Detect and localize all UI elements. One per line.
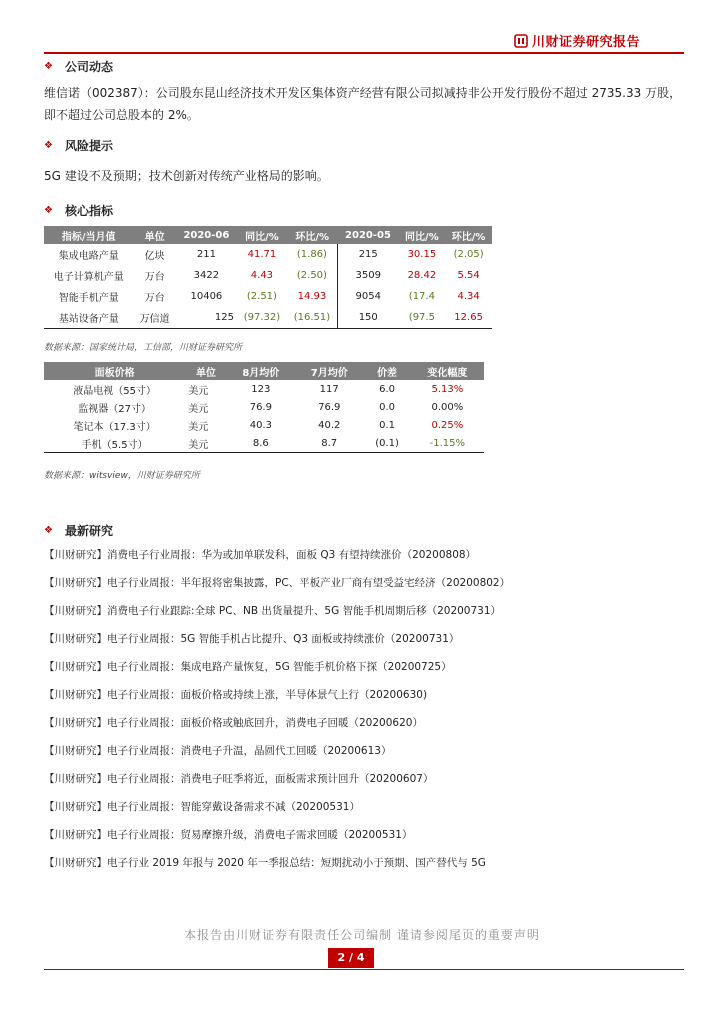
table-source-note: 数据来源：国家统计局，工信部，川财证券研究所 — [44, 343, 243, 353]
table-cell: 40.3 — [249, 419, 272, 431]
page-number: 2 / 4 — [328, 948, 374, 968]
table-cell: 8.7 — [295, 434, 363, 453]
research-link[interactable]: 【川财研究】电子行业周报：消费电子升温，晶圆代工回暖（20200613） — [44, 745, 392, 757]
table-cell: 9054 — [337, 286, 398, 307]
table-row — [44, 380, 484, 398]
report-header — [514, 30, 640, 50]
diamond-bullet-icon: ❖ — [44, 525, 53, 536]
table-cell: 8.6 — [227, 434, 295, 453]
table-cell: (0.1) — [363, 434, 410, 453]
table-row — [44, 286, 492, 307]
table-cell: (97.5 — [399, 307, 446, 329]
table-header-cell: 8月均价 — [227, 362, 295, 380]
section-title: 风险提示 — [64, 139, 113, 153]
table-cell: 美元 — [188, 385, 209, 397]
research-link[interactable]: 【川财研究】电子行业 2019 年报与 2020 年一季报总结：短期扰动小于预期、国产替代与 5G — [44, 857, 486, 869]
footer-divider — [44, 969, 684, 970]
table-header-cell: 指标/当月值 — [44, 226, 133, 244]
table-cell: 手机（5.5寸） — [44, 434, 185, 453]
table-cell: 3422 — [193, 270, 220, 281]
section-title: 公司动态 — [64, 60, 113, 74]
header-divider — [44, 52, 684, 54]
section-title: 核心指标 — [64, 204, 113, 218]
table-cell: 76.9 — [318, 401, 341, 413]
table-header-cell: 环比/% — [445, 226, 492, 244]
research-link[interactable]: 【川财研究】电子行业周报：面板价格或触底回升，消费电子回暖（20200620） — [44, 717, 423, 729]
table-cell: 0.0 — [379, 401, 396, 413]
section-latest-research — [44, 522, 113, 539]
table-header-cell: 2020-06 — [176, 226, 237, 244]
table-cell: 150 — [337, 307, 398, 329]
table-header-cell: 7月均价 — [295, 362, 363, 380]
table-cell: 30.15 — [407, 249, 437, 260]
table-cell: 监视器（27寸） — [78, 403, 151, 415]
table-cell: 美元 — [188, 403, 209, 415]
logo-icon — [514, 33, 528, 47]
research-link[interactable]: 【川财研究】消费电子行业跟踪:全球 PC、NB 出货量提升、5G 智能手机周期后移（20200731） — [44, 605, 502, 617]
table-cell: (1.86) — [296, 249, 327, 260]
table-row — [44, 416, 484, 434]
table-cell: 5.13% — [431, 383, 464, 395]
table-cell: (2.50) — [296, 270, 327, 281]
table-cell: 基站设备产量 — [44, 307, 133, 329]
table-header-cell: 2020-05 — [337, 226, 398, 244]
table-cell: 0.25% — [431, 419, 464, 431]
table-header-cell: 单位 — [185, 362, 226, 380]
table-cell: (17.4 — [408, 291, 435, 302]
table-header-cell: 面板价格 — [44, 362, 185, 380]
research-link[interactable]: 【川财研究】电子行业周报：智能穿戴设备需求不减（20200531） — [44, 801, 360, 813]
research-link[interactable]: 【川财研究】电子行业周报：消费电子旺季将近，面板需求预计回升（20200607） — [44, 773, 434, 785]
research-link[interactable]: 【川财研究】电子行业周报：面板价格或持续上涨，半导体景气上行（20200630) — [44, 689, 428, 701]
table-row — [44, 307, 492, 329]
table-row — [44, 265, 492, 286]
table-cell: 211 — [196, 249, 216, 260]
table-header-cell: 价差 — [363, 362, 410, 380]
table-cell: 215 — [337, 244, 398, 265]
table-cell: 万台 — [144, 272, 165, 283]
table-cell: 12.65 — [445, 307, 492, 329]
table-cell: 4.34 — [457, 291, 480, 302]
research-link[interactable]: 【川财研究】消费电子行业周报：华为或加单联发科，面板 Q3 有望持续涨价（20200808） — [44, 549, 477, 561]
table-cell: 笔记本（17.3寸） — [73, 421, 156, 433]
section-company-news — [44, 58, 113, 75]
table-cell: 10406 — [190, 291, 223, 302]
table-cell: 美元 — [188, 421, 209, 433]
table-row — [44, 398, 484, 416]
diamond-bullet-icon: ❖ — [44, 140, 53, 151]
company-news-body: 维信诺（002387）：公司股东昆山经济技术开发区集体资产经营有限公司拟减持非公开发行股份不超过 2735.33 万股，即不超过公司总股本的 2%。 — [44, 86, 682, 122]
table-header-cell: 同比/% — [399, 226, 446, 244]
table-cell: 40.2 — [318, 419, 341, 431]
table-cell: 万台 — [144, 293, 165, 304]
table-cell: 液晶电视（55寸） — [73, 385, 156, 397]
core-indicators-table — [44, 226, 492, 329]
table-cell: (97.32) — [237, 307, 287, 329]
table-cell: 3509 — [337, 265, 398, 286]
research-list — [44, 548, 514, 884]
table-header-cell: 环比/% — [287, 226, 338, 244]
research-link[interactable]: 【川财研究】电子行业周报：贸易摩擦升级，消费电子需求回暖（20200531） — [44, 829, 413, 841]
table-cell: (2.51) — [246, 291, 277, 302]
table-cell: 14.93 — [297, 291, 327, 302]
table-row — [44, 244, 492, 265]
section-title: 最新研究 — [64, 524, 113, 538]
table-cell: 28.42 — [407, 270, 437, 281]
table-cell: 76.9 — [249, 401, 272, 413]
research-link[interactable]: 【川财研究】电子行业周报：5G 智能手机占比提升、Q3 面板或持续涨价（20200731） — [44, 633, 460, 645]
footer-disclaimer: 本报告由川财证券有限责任公司编制 谨请参阅尾页的重要声明 — [184, 928, 540, 942]
table-cell: 集成电路产量 — [58, 251, 119, 262]
table-cell: 123 — [251, 383, 271, 395]
brand-title: 川财证券研究报告 — [532, 34, 641, 50]
table-cell: 亿块 — [144, 251, 165, 262]
research-link[interactable]: 【川财研究】电子行业周报：半年报将密集披露，PC、平板产业厂商有望受益宅经济（20200802） — [44, 577, 511, 589]
research-link[interactable]: 【川财研究】电子行业周报：集成电路产量恢复，5G 智能手机价格下探（20200725） — [44, 661, 452, 673]
table-cell: 0.1 — [379, 419, 396, 431]
section-core-indicators — [44, 202, 113, 219]
table-cell: 0.00% — [431, 401, 464, 413]
table-cell: 万信道 — [133, 307, 175, 329]
table-header-cell: 单位 — [133, 226, 175, 244]
table-cell: 4.43 — [250, 270, 274, 281]
table-header-cell: 同比/% — [237, 226, 287, 244]
table-cell: 智能手机产量 — [58, 293, 119, 304]
risk-body: 5G 建设不及预期；技术创新对传统产业格局的影响。 — [44, 169, 329, 183]
table-row — [44, 434, 484, 453]
table-cell: 125 — [176, 307, 237, 329]
section-risk — [44, 137, 113, 154]
table-source-note: 数据来源：witsview，川财证券研究所 — [44, 471, 200, 481]
table-cell: -1.15% — [411, 434, 484, 453]
table-cell: 电子计算机产量 — [53, 272, 124, 283]
table-cell: 5.54 — [457, 270, 480, 281]
table-cell: 美元 — [185, 434, 226, 453]
table-cell: (2.05) — [453, 249, 484, 260]
table-cell: 41.71 — [247, 249, 277, 260]
table-header-cell: 变化幅度 — [411, 362, 484, 380]
table-cell: 117 — [319, 383, 339, 395]
diamond-bullet-icon: ❖ — [44, 61, 53, 72]
diamond-bullet-icon: ❖ — [44, 205, 53, 216]
table-cell: (16.51) — [287, 307, 338, 329]
panel-price-table — [44, 362, 484, 453]
table-cell: 6.0 — [379, 383, 396, 395]
